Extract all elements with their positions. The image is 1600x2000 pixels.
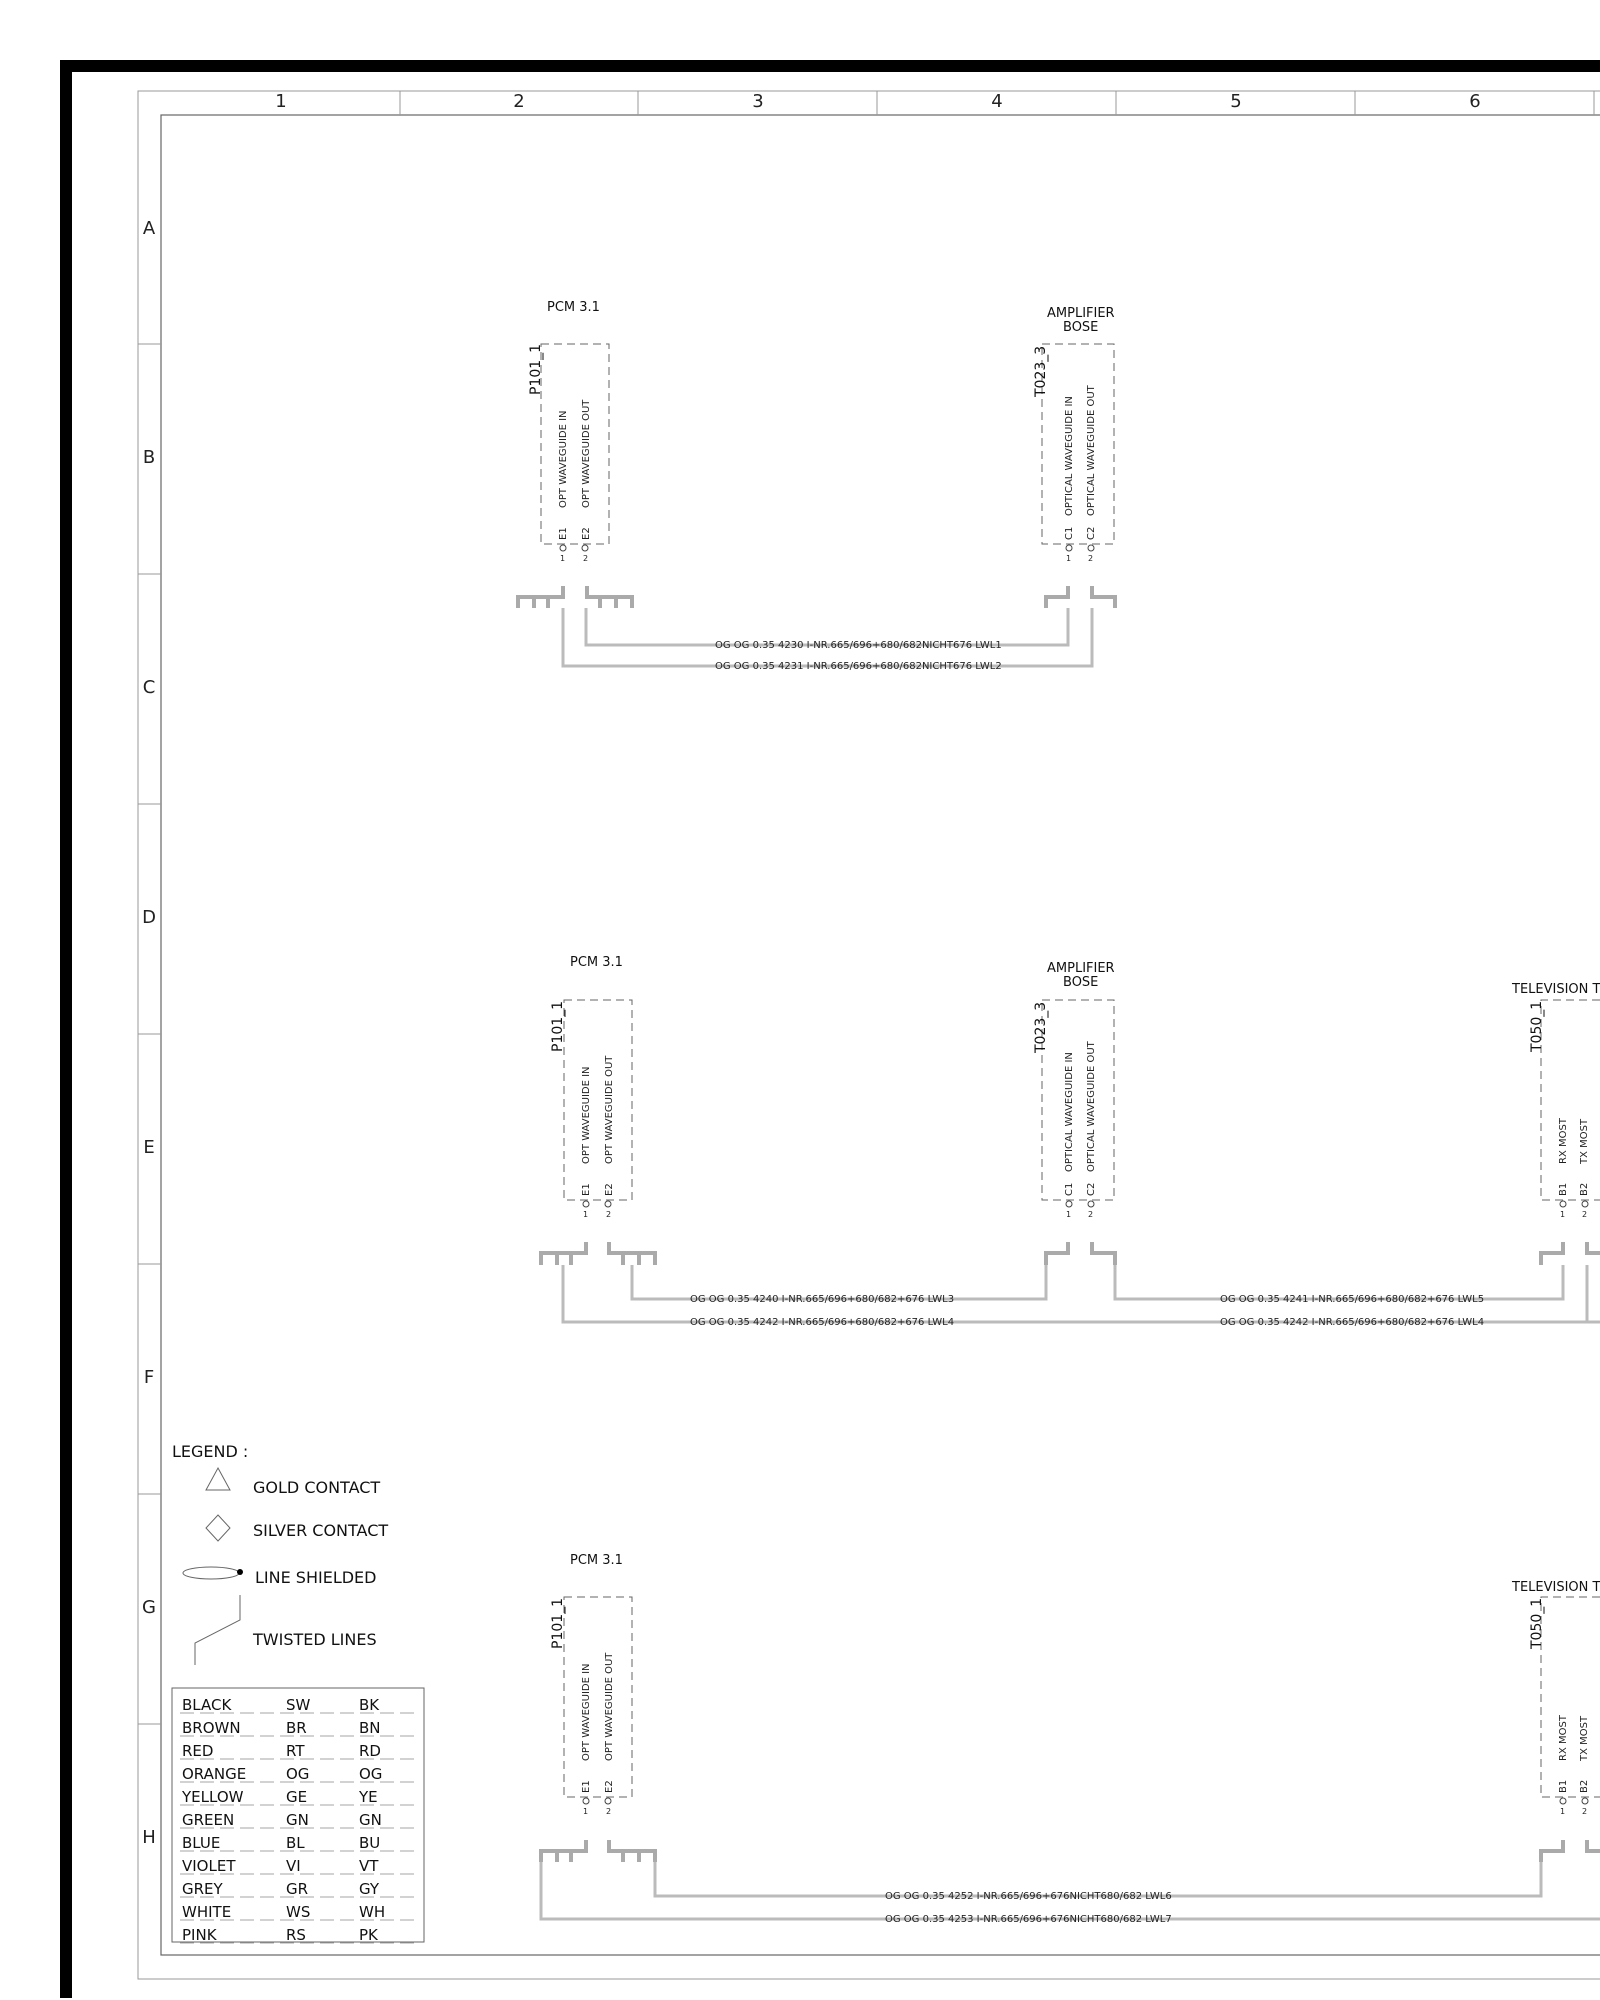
wire-lwl7-label: OG OG 0.35 4253 I-NR.665/696+676NICHT680/682 LWL7 — [885, 1914, 1172, 1925]
row-label-e: E — [143, 1137, 155, 1158]
pcm-contact-1 — [583, 1798, 589, 1804]
plug-brackets — [541, 1242, 1600, 1265]
grid-inner-frame — [161, 115, 1600, 1955]
amp-ref: T023_3 — [1033, 345, 1049, 397]
pcm-pin-out-label: OPT WAVEGUIDE OUT — [604, 1652, 615, 1761]
color-legend-cell: GR — [286, 1880, 309, 1898]
pcm-contact-num-1: 1 — [560, 554, 566, 563]
color-legend-cell: GREY — [182, 1880, 223, 1898]
color-legend-cell: RS — [286, 1926, 306, 1944]
row-label-g: G — [142, 1597, 156, 1618]
amp-contact-num-2: 2 — [1088, 554, 1094, 563]
row-label-h: H — [142, 1827, 156, 1848]
shielded-line-icon — [183, 1567, 239, 1579]
diagram-2 — [541, 955, 1600, 1328]
tv-contact-1 — [1560, 1201, 1566, 1207]
row-label-a: A — [142, 218, 156, 239]
color-legend-cell: WH — [359, 1903, 386, 1921]
row-label-c: C — [142, 677, 156, 698]
amp-contact-num-1: 1 — [1066, 1210, 1072, 1219]
diagram-1 — [518, 300, 1115, 672]
pcm-pin-e1: E1 — [581, 1183, 592, 1196]
legend-gold: GOLD CONTACT — [253, 1478, 381, 1497]
color-legend-cell: RED — [182, 1742, 214, 1760]
legend-shielded: LINE SHIELDED — [255, 1568, 377, 1587]
pcm-connector-box — [564, 1597, 632, 1797]
silver-contact-icon — [206, 1515, 230, 1541]
pcm-ref: P101_1 — [550, 1000, 566, 1052]
amp-contact-1 — [1066, 1201, 1072, 1207]
row-label-f: F — [143, 1367, 155, 1388]
wire-lwl4-label: OG OG 0.35 4242 I-NR.665/696+680/682+676 LWL4 — [690, 1317, 955, 1328]
pcm-pin-in-label: OPT WAVEGUIDE IN — [581, 1066, 592, 1164]
legend-twisted: TWISTED LINES — [253, 1630, 377, 1649]
tv-pin-b2: B2 — [1579, 1182, 1590, 1196]
pcm-title: PCM 3.1 — [547, 300, 600, 315]
pcm-pin-e2: E2 — [581, 527, 592, 540]
pcm-ref: P101_1 — [550, 1597, 566, 1649]
pcm-contact-num-2: 2 — [606, 1210, 612, 1219]
wire-lwl4b-label: OG OG 0.35 4242 I-NR.665/696+680/682+676 LWL4 — [1220, 1317, 1485, 1328]
column-label-1: 1 — [275, 91, 287, 112]
tv-contact-2 — [1582, 1798, 1588, 1804]
row-separators — [138, 344, 161, 1724]
color-legend-cell: YE — [359, 1788, 378, 1806]
pcm-pin-in-label: OPT WAVEGUIDE IN — [558, 410, 569, 508]
amp-contact-num-1: 1 — [1066, 554, 1072, 563]
tv-pin-rx-label: RX MOST — [1558, 1118, 1569, 1164]
pcm-contact-2 — [605, 1798, 611, 1804]
shielded-line-dot — [237, 1569, 243, 1575]
tv-pin-rx-label: RX MOST — [1558, 1715, 1569, 1761]
tv-title: TELEVISION T — [1512, 1580, 1600, 1595]
pcm-pin-out-label: OPT WAVEGUIDE OUT — [581, 399, 592, 508]
amp-title-line1: AMPLIFIER — [1047, 961, 1115, 976]
color-legend-cell: RD — [359, 1742, 381, 1760]
pcm-contact-num-2: 2 — [606, 1807, 612, 1816]
wire-lwl5-label: OG OG 0.35 4241 I-NR.665/696+680/682+676 LWL5 — [1220, 1294, 1485, 1305]
tv-contact-2 — [1582, 1201, 1588, 1207]
color-legend-cell: SW — [286, 1696, 311, 1714]
wire-lwl1-label: OG OG 0.35 4230 I-NR.665/696+680/682NICHT676 LWL1 — [715, 640, 1002, 651]
diagram1-wires — [563, 608, 1092, 666]
tv-ref: T050_1 — [1529, 1597, 1545, 1649]
plug-brackets — [541, 1840, 1600, 1862]
pcm-pin-in-label: OPT WAVEGUIDE IN — [581, 1663, 592, 1761]
color-legend-cell: RT — [286, 1742, 305, 1760]
color-legend-cell: VI — [286, 1857, 301, 1875]
tv-pin-tx-label: TX MOST — [1579, 1118, 1590, 1164]
amp-ref: T023_3 — [1033, 1001, 1049, 1053]
legend-title: LEGEND : — [172, 1442, 249, 1461]
column-label-5: 5 — [1230, 91, 1242, 112]
pcm-contact-2 — [582, 545, 588, 551]
legend — [172, 1442, 424, 1944]
color-legend-cell: OG — [286, 1765, 310, 1783]
amp-connector-box — [1042, 1000, 1114, 1200]
pcm-pin-e2: E2 — [604, 1780, 615, 1793]
color-legend-cell: BK — [359, 1696, 380, 1714]
amp-title-line2: BOSE — [1063, 320, 1099, 335]
color-legend-cell: OG — [359, 1765, 383, 1783]
column-label-4: 4 — [991, 91, 1003, 112]
amp-connector-box — [1042, 344, 1114, 544]
amp-contact-2 — [1088, 1201, 1094, 1207]
amp-pin-c2: C2 — [1086, 526, 1097, 540]
wire-lwl6-label: OG OG 0.35 4252 I-NR.665/696+676NICHT680/682 LWL6 — [885, 1891, 1172, 1902]
twisted-lines-icon — [195, 1595, 240, 1665]
color-legend-cell: GE — [286, 1788, 308, 1806]
color-legend-cell: ORANGE — [182, 1765, 247, 1783]
color-legend-cell: BU — [359, 1834, 381, 1852]
tv-pin-b1: B1 — [1558, 1182, 1569, 1196]
column-label-3: 3 — [752, 91, 764, 112]
color-legend-cell: GN — [359, 1811, 382, 1829]
color-legend-cell: BL — [286, 1834, 305, 1852]
pcm-pin-e2: E2 — [604, 1183, 615, 1196]
pcm-contact-num-1: 1 — [583, 1210, 589, 1219]
color-legend-cell: BN — [359, 1719, 381, 1737]
pcm-pin-out-label: OPT WAVEGUIDE OUT — [604, 1055, 615, 1164]
gold-contact-icon — [206, 1468, 230, 1490]
pcm-ref: P101_1 — [528, 343, 544, 395]
tv-title: TELEVISION T — [1512, 982, 1600, 997]
color-legend-cell: GY — [359, 1880, 380, 1898]
pcm-contact-2 — [605, 1201, 611, 1207]
color-legend-cell: WS — [286, 1903, 311, 1921]
color-legend-cell: VIOLET — [182, 1857, 236, 1875]
pcm-contact-num-1: 1 — [583, 1807, 589, 1816]
tv-pin-tx-label: TX MOST — [1579, 1715, 1590, 1761]
amp-pin-in-label: OPTICAL WAVEGUIDE IN — [1064, 396, 1075, 516]
pcm-title: PCM 3.1 — [570, 1553, 623, 1568]
color-legend-cell: WHITE — [182, 1903, 232, 1921]
color-legend-cell: PINK — [182, 1926, 217, 1944]
tv-ref: T050_1 — [1529, 1000, 1545, 1052]
amp-plug-brackets — [1046, 586, 1115, 608]
column-label-2: 2 — [513, 91, 525, 112]
tv-pin-b1: B1 — [1558, 1779, 1569, 1793]
grid-outer-frame — [138, 91, 1600, 1979]
amp-contact-2 — [1088, 545, 1094, 551]
tv-contact-num-2: 2 — [1582, 1210, 1588, 1219]
tv-connector-box — [1541, 1597, 1600, 1797]
amp-pin-c1: C1 — [1064, 1182, 1075, 1196]
row-label-b: B — [142, 447, 156, 468]
amp-pin-in-label: OPTICAL WAVEGUIDE IN — [1064, 1052, 1075, 1172]
tv-contact-1 — [1560, 1798, 1566, 1804]
column-label-6: 6 — [1469, 91, 1481, 112]
amp-pin-out-label: OPTICAL WAVEGUIDE OUT — [1086, 1041, 1097, 1172]
row-label-d: D — [142, 907, 156, 928]
color-legend-cell: VT — [359, 1857, 379, 1875]
color-legend-cell: BR — [286, 1719, 307, 1737]
tv-contact-num-1: 1 — [1560, 1210, 1566, 1219]
pcm-contact-1 — [583, 1201, 589, 1207]
pcm-contact-1 — [560, 545, 566, 551]
pcm-plug-brackets — [518, 586, 632, 608]
tv-contact-num-2: 2 — [1582, 1807, 1588, 1816]
color-legend-cell: PK — [359, 1926, 378, 1944]
pcm-contact-num-2: 2 — [583, 554, 589, 563]
pcm-connector-box — [541, 344, 609, 544]
pcm-pin-e1: E1 — [558, 527, 569, 540]
amp-title-line1: AMPLIFIER — [1047, 306, 1115, 321]
diagram-3 — [541, 1553, 1600, 1925]
color-legend-cell: BLUE — [182, 1834, 221, 1852]
color-legend-cell: GREEN — [182, 1811, 235, 1829]
tv-contact-num-1: 1 — [1560, 1807, 1566, 1816]
pcm-pin-e1: E1 — [581, 1780, 592, 1793]
amp-contact-1 — [1066, 545, 1072, 551]
amp-contact-num-2: 2 — [1088, 1210, 1094, 1219]
pcm-connector-box — [564, 1000, 632, 1200]
tv-pin-b2: B2 — [1579, 1779, 1590, 1793]
amp-title-line2: BOSE — [1063, 975, 1099, 990]
wire-lwl2-label: OG OG 0.35 4231 I-NR.665/696+680/682NICHT676 LWL2 — [715, 661, 1002, 672]
color-legend-cell: BLACK — [182, 1696, 232, 1714]
amp-pin-out-label: OPTICAL WAVEGUIDE OUT — [1086, 385, 1097, 516]
amp-pin-c1: C1 — [1064, 526, 1075, 540]
color-legend-cell: YELLOW — [182, 1788, 244, 1806]
color-legend-cell: GN — [286, 1811, 309, 1829]
color-legend-cell: BROWN — [182, 1719, 241, 1737]
pcm-title: PCM 3.1 — [570, 955, 623, 970]
amp-pin-c2: C2 — [1086, 1182, 1097, 1196]
wire-lwl3-label: OG OG 0.35 4240 I-NR.665/696+680/682+676 LWL3 — [690, 1294, 955, 1305]
legend-silver: SILVER CONTACT — [253, 1521, 389, 1540]
tv-connector-box — [1541, 1000, 1600, 1200]
